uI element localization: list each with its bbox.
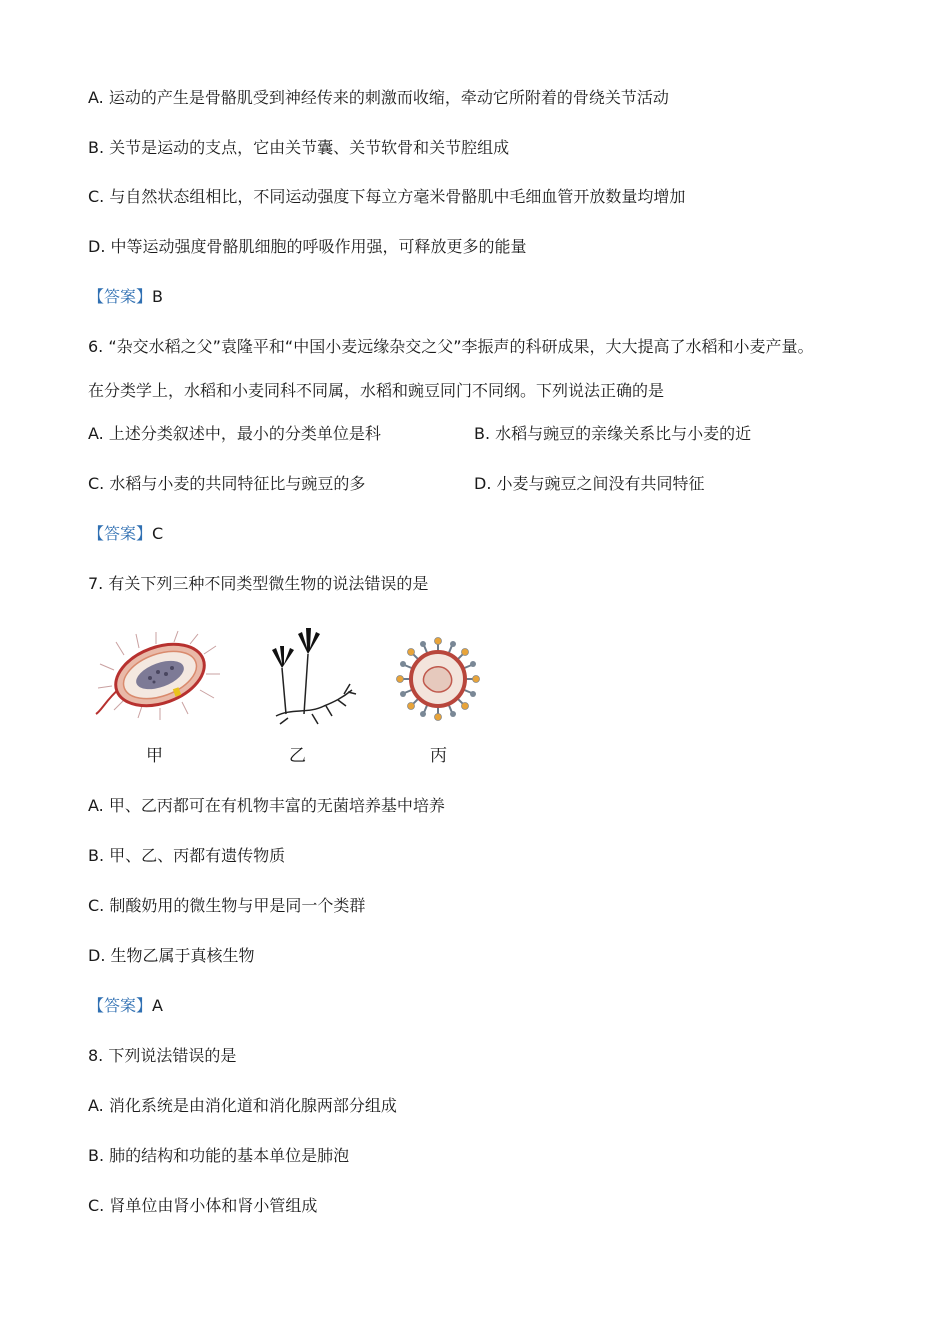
q5-option-a: A. 运动的产生是骨骼肌受到神经传来的刺激而收缩，牵动它所附着的骨绕关节活动 — [88, 88, 669, 107]
q6-option-b: B. 水稻与豌豆的亲缘关系比与小麦的近 — [474, 424, 752, 443]
q5-option-b: B. 关节是运动的支点，它由关节囊、关节软骨和关节腔组成 — [88, 138, 510, 157]
caption-bing: 丙 — [430, 746, 447, 766]
q5-option-c: C. 与自然状态组相比，不同运动强度下每立方毫米骨骼肌中毛细血管开放数量均增加 — [88, 187, 686, 206]
q7-option-d: D. 生物乙属于真核生物 — [88, 946, 255, 965]
bacterium-illustration — [94, 630, 222, 720]
q6-answer — [88, 523, 163, 545]
q5-option-d: D. 中等运动强度骨骼肌细胞的呼吸作用强，可释放更多的能量 — [88, 237, 527, 256]
q5-answer — [88, 286, 163, 308]
q8-option-a: A. 消化系统是由消化道和消化腺两部分组成 — [88, 1096, 397, 1115]
q7-option-b: B. 甲、乙、丙都有遗传物质 — [88, 846, 286, 865]
q8-stem: 8. 下列说法错误的是 — [88, 1046, 237, 1065]
answer-label: 【答案】 — [88, 996, 153, 1015]
virus-illustration — [395, 636, 481, 722]
q6-option-a: A. 上述分类叙述中，最小的分类单位是科 — [88, 424, 381, 443]
q8-option-c: C. 肾单位由肾小体和肾小管组成 — [88, 1196, 318, 1215]
answer-label: 【答案】 — [88, 287, 153, 306]
answer-value: B — [152, 287, 163, 306]
q6-option-d: D. 小麦与豌豆之间没有共同特征 — [474, 474, 705, 493]
q7-stem: 7. 有关下列三种不同类型微生物的说法错误的是 — [88, 574, 429, 593]
q7-answer — [88, 995, 163, 1017]
caption-yi: 乙 — [289, 746, 306, 766]
answer-label: 【答案】 — [88, 524, 153, 543]
answer-value: A — [152, 996, 163, 1015]
q6-stem-line2: 在分类学上，水稻和小麦同科不同属，水稻和豌豆同门不同纲。下列说法正确的是 — [88, 381, 665, 400]
q8-option-b: B. 肺的结构和功能的基本单位是肺泡 — [88, 1146, 350, 1165]
q7-option-c: C. 制酸奶用的微生物与甲是同一个类群 — [88, 896, 366, 915]
q7-option-a: A. 甲、乙丙都可在有机物丰富的无菌培养基中培养 — [88, 796, 445, 815]
q6-stem-line1: 6. “杂交水稻之父”袁隆平和“中国小麦远缘杂交之父”李振声的科研成果，大大提高了水稻和小麦产量。 — [88, 337, 814, 356]
answer-value: C — [152, 524, 164, 543]
mold-illustration — [268, 628, 358, 728]
caption-jia: 甲 — [146, 746, 163, 766]
q6-option-c: C. 水稻与小麦的共同特征比与豌豆的多 — [88, 474, 366, 493]
